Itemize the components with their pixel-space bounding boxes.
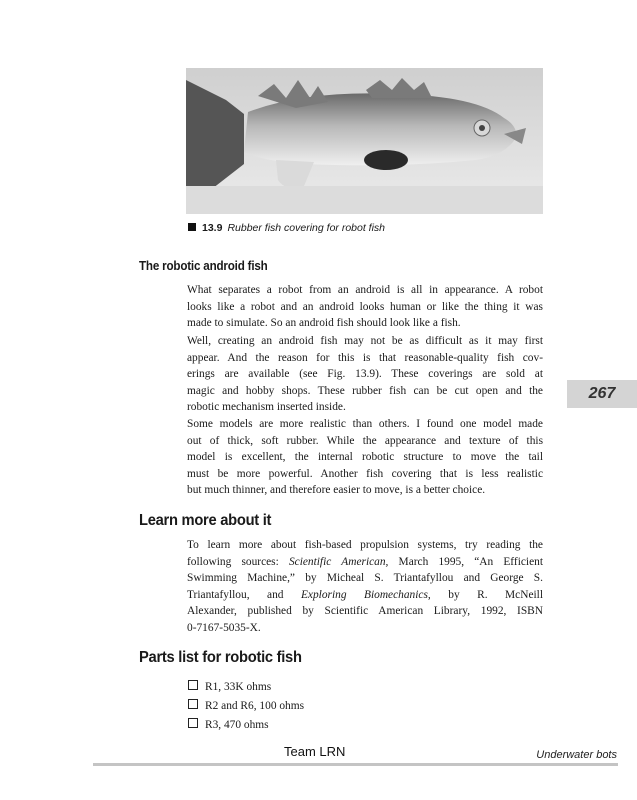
- section-heading-android-fish: The robotic android fish: [139, 259, 268, 273]
- paragraph-learn-more: To learn more about fish-based propulsion systems, try reading the following sources: Scientific American, March 1995, “An Efficient Swimming Machine,” by Micheal S. Triantafyllou and George S. Triantafyllou, and Exploring Biomechanics, by R. McNeill Alexander, published by Scientific American Library, 1992, ISBN 0-7167-5035-X.: [187, 539, 544, 634]
- paragraph-1: What separates a robot from an android is all in appearance. A robot looks like a robot and an android looks human or like the thing it was made to simulate. So an android fish should look like a fish.: [187, 284, 543, 329]
- page-number-tab: 267: [567, 380, 637, 408]
- figure-caption: [188, 222, 385, 234]
- list-item: R1, 33K ohms: [188, 680, 304, 699]
- checkbox-icon: [188, 699, 198, 709]
- footer-team: Team LRN: [284, 744, 346, 759]
- section-heading-parts-list: Parts list for robotic fish: [139, 649, 302, 666]
- paragraph-2: Well, creating an android fish may not be as difficult as it may first appear. And the reason for this is that reasonable-quality fish cov- erings are available (see Fig. 13.9). These coverings are sold at magic and hobby shops. These rubber fish can be cut open and the robotic mechanism inserted inside.: [187, 335, 543, 413]
- caption-bullet: [188, 223, 196, 231]
- list-item: R2 and R6, 100 ohms: [188, 699, 304, 718]
- paragraph-3: Some models are more realistic than others. I found one model made out of thick, soft rubber. While the appearance and texture of this model is excellent, the internal robotic structure to move the tail must be more powerful. Another fish covering that is less realistic but much thinner, and therefore easier to move, is a better choice.: [187, 418, 543, 496]
- footer-chapter: Underwater bots: [536, 749, 617, 761]
- checkbox-icon: [188, 718, 198, 728]
- rubber-fish-photo: [186, 68, 543, 214]
- list-item: R3, 470 ohms: [188, 718, 304, 737]
- figure-number: 13.9: [202, 222, 223, 234]
- checkbox-icon: [188, 680, 198, 690]
- caption-text: Rubber fish covering for robot fish: [227, 222, 386, 234]
- section-heading-learn-more: Learn more about it: [139, 512, 272, 529]
- footer-rule: [93, 763, 618, 766]
- parts-list: [188, 680, 304, 737]
